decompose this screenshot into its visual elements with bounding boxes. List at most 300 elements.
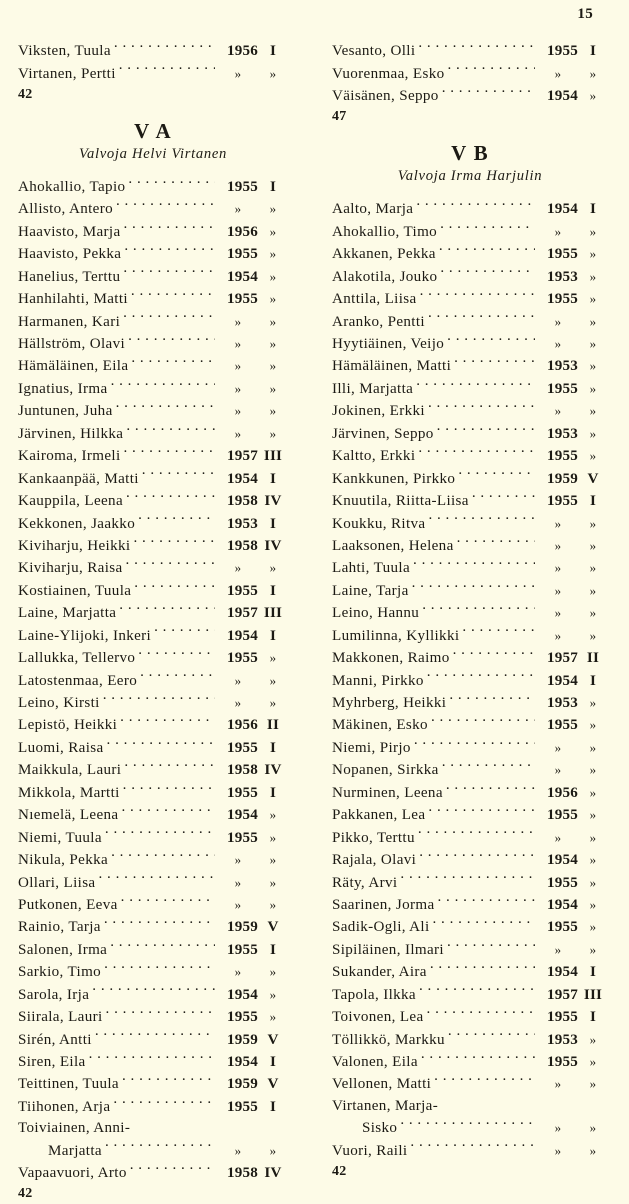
- entry-year: 1955: [227, 650, 258, 667]
- entry-name: Nıemelä, Leena: [18, 807, 119, 824]
- entry-year: 1955: [547, 874, 578, 891]
- entry-name: Ollari, Liisa: [18, 874, 96, 891]
- entry-class: »: [589, 784, 597, 800]
- dot-leader: [416, 378, 535, 393]
- entry-name: Vuorenmaa, Esko: [332, 65, 445, 82]
- entry-year: 1959: [227, 919, 258, 936]
- dot-leader: [111, 849, 215, 864]
- entry-name: Makkonen, Raimo: [332, 650, 450, 667]
- entry-class: I: [589, 1009, 597, 1026]
- entry-name: Sukander, Aira: [332, 964, 427, 981]
- list-item: [18, 804, 288, 826]
- list-item: [332, 984, 608, 1006]
- list-item: [332, 288, 608, 310]
- list-item: [18, 288, 288, 310]
- entry-name: Lepistö, Heikki: [18, 717, 118, 734]
- entry-class: »: [589, 1076, 597, 1092]
- dot-leader: [133, 535, 215, 550]
- left-class-heading: V A: [134, 118, 172, 143]
- dot-leader: [414, 737, 535, 752]
- list-item: [18, 512, 288, 534]
- entry-class: V: [267, 1031, 279, 1048]
- entry-class: »: [269, 268, 277, 284]
- dot-leader: [419, 849, 535, 864]
- dot-leader: [107, 737, 215, 752]
- entry-year: 1959: [227, 1031, 258, 1048]
- list-item: [18, 670, 288, 692]
- entry-year: »: [234, 201, 242, 217]
- entry-year: 1958: [227, 493, 258, 510]
- entry-name: Salonen, Irma: [18, 941, 108, 958]
- entry-year: »: [554, 65, 562, 81]
- entry-class: I: [589, 43, 597, 60]
- entry-year: »: [234, 964, 242, 980]
- left-class-supervisor: Valvoja Helvi Virtanen: [78, 145, 228, 162]
- entry-class: »: [589, 560, 597, 576]
- entry-class: »: [269, 313, 277, 329]
- entry-year: »: [554, 762, 562, 778]
- entry-class: II: [266, 717, 280, 734]
- entry-name: Latostenmaa, Eero: [18, 672, 138, 689]
- entry-class: »: [269, 852, 277, 868]
- entry-class: »: [589, 627, 597, 643]
- list-item: [18, 849, 288, 871]
- entry-name: Sirén, Antti: [18, 1031, 92, 1048]
- list-item: [332, 692, 608, 714]
- dot-leader: [400, 1117, 535, 1132]
- entry-class: »: [589, 1142, 597, 1158]
- list-item: [332, 714, 608, 736]
- dot-leader: [121, 894, 215, 909]
- entry-name-continued: Marjatta: [48, 1142, 102, 1159]
- dot-leader: [400, 871, 535, 886]
- entry-name: Toivonen, Lea: [332, 1009, 424, 1026]
- dot-leader: [114, 40, 215, 55]
- entry-year: 1954: [547, 852, 578, 869]
- entry-year: »: [234, 560, 242, 576]
- two-column-layout: [0, 40, 629, 1204]
- entry-name: Laine-Ylijoki, Inkeri: [18, 627, 152, 644]
- entry-class: »: [589, 403, 597, 419]
- entry-year: 1954: [547, 964, 578, 981]
- entry-name: Aranko, Pentti: [332, 313, 425, 330]
- list-item-continuation: [332, 1117, 608, 1139]
- list-item: [18, 1006, 288, 1028]
- entry-year: »: [234, 672, 242, 688]
- list-item: [18, 311, 288, 333]
- dot-leader: [472, 490, 535, 505]
- entry-year: 1955: [547, 493, 578, 510]
- dot-leader: [103, 692, 215, 707]
- list-item: [18, 602, 288, 624]
- list-item: [18, 355, 288, 377]
- list-item: [18, 1118, 288, 1139]
- dot-leader: [428, 804, 535, 819]
- entry-class: »: [589, 87, 597, 103]
- entry-class: IV: [264, 493, 282, 510]
- dot-leader: [138, 647, 215, 662]
- list-item: [18, 221, 288, 243]
- list-item: [332, 243, 608, 265]
- entry-class: II: [586, 650, 600, 667]
- entry-year: 1958: [227, 762, 258, 779]
- entry-year: »: [554, 582, 562, 598]
- dot-leader: [447, 62, 535, 77]
- entry-class: IV: [264, 762, 282, 779]
- dot-leader: [439, 243, 535, 258]
- entry-name: Töllikkö, Markku: [332, 1031, 445, 1048]
- entry-class: I: [589, 493, 597, 510]
- list-item: [332, 311, 608, 333]
- entry-year: 1954: [227, 627, 258, 644]
- entry-class: »: [589, 65, 597, 81]
- entry-name: Väisänen, Seppo: [332, 87, 439, 104]
- list-item: [332, 804, 608, 826]
- entry-year: 1955: [547, 246, 578, 263]
- entry-class: I: [269, 43, 277, 60]
- entry-year: »: [554, 313, 562, 329]
- entry-name: Vapaavuori, Arto: [18, 1165, 127, 1182]
- list-item: [332, 221, 608, 243]
- entry-name: Sadik-Ogli, Ali: [332, 919, 430, 936]
- dot-leader: [418, 40, 535, 55]
- entry-name: Hämäläinen, Eila: [18, 358, 129, 375]
- entry-name: Nikula, Pekka: [18, 852, 109, 869]
- dot-leader: [453, 647, 535, 662]
- entry-year: »: [554, 537, 562, 553]
- entry-name: Alakotila, Jouko: [332, 268, 438, 285]
- entry-year: 1954: [227, 986, 258, 1003]
- entry-class: »: [589, 762, 597, 778]
- list-item: [332, 535, 608, 557]
- entry-class: I: [269, 515, 277, 532]
- entry-class: »: [589, 739, 597, 755]
- dot-leader: [106, 1006, 215, 1021]
- entry-class: »: [589, 380, 597, 396]
- entry-year: »: [554, 1142, 562, 1158]
- entry-class: I: [269, 627, 277, 644]
- list-item: [18, 580, 288, 602]
- list-item: [332, 894, 608, 916]
- entry-class: III: [263, 448, 283, 465]
- right-total: 42: [332, 1164, 347, 1180]
- entry-name: Kostiainen, Tuula: [18, 582, 132, 599]
- entry-name: Tiihonen, Arja: [18, 1098, 111, 1115]
- entry-name: Tapola, Ilkka: [332, 986, 416, 1003]
- entry-name-continued: Sisko: [362, 1120, 398, 1137]
- dot-leader: [119, 62, 215, 77]
- list-item: [18, 1051, 288, 1073]
- list-item: [18, 714, 288, 736]
- list-item: [332, 266, 608, 288]
- entry-name: Akkanen, Pekka: [332, 246, 436, 263]
- entry-year: 1955: [547, 1054, 578, 1071]
- dot-leader: [449, 692, 535, 707]
- entry-year: 1953: [547, 695, 578, 712]
- entry-name: Sarola, Irja: [18, 986, 90, 1003]
- dot-leader: [119, 602, 215, 617]
- entry-class: »: [589, 313, 597, 329]
- list-item: [18, 1162, 288, 1184]
- entry-year: 1955: [547, 807, 578, 824]
- entry-name: Vuori, Raili: [332, 1142, 408, 1159]
- entry-class: I: [269, 582, 277, 599]
- entry-year: 1956: [547, 784, 578, 801]
- entry-year: 1956: [227, 43, 258, 60]
- list-item: [332, 62, 608, 84]
- dot-leader: [126, 490, 215, 505]
- entry-class: »: [269, 425, 277, 441]
- list-item: [332, 198, 608, 220]
- entry-class: I: [589, 672, 597, 689]
- entry-year: 1953: [547, 268, 578, 285]
- dot-leader: [454, 355, 535, 370]
- entry-name: Hyytiäinen, Veijo: [332, 336, 445, 353]
- entry-class: III: [263, 605, 283, 622]
- entry-year: »: [234, 425, 242, 441]
- entry-name: Jokinen, Erkki: [332, 403, 425, 420]
- entry-class: »: [589, 807, 597, 823]
- entry-year: 1955: [227, 1009, 258, 1026]
- list-item: [18, 759, 288, 781]
- entry-class: V: [267, 1076, 279, 1093]
- dot-leader: [428, 311, 535, 326]
- entry-name: Laine, Marjatta: [18, 605, 117, 622]
- entry-class: »: [269, 672, 277, 688]
- entry-name: Valonen, Eila: [332, 1054, 418, 1071]
- entry-name: Kankaanpää, Matti: [18, 470, 139, 487]
- entry-name: Juntunen, Juha: [18, 403, 113, 420]
- dot-leader: [413, 557, 535, 572]
- entry-year: »: [234, 358, 242, 374]
- entry-name: Siren, Eila: [18, 1054, 86, 1071]
- list-item: [18, 266, 288, 288]
- entry-class: »: [589, 358, 597, 374]
- list-item: [332, 400, 608, 422]
- list-item: [18, 333, 288, 355]
- entry-name: Pikko, Terttu: [332, 829, 415, 846]
- entry-year: »: [234, 896, 242, 912]
- entry-year: 1955: [547, 717, 578, 734]
- entry-year: 1955: [227, 941, 258, 958]
- entry-year: »: [554, 515, 562, 531]
- dot-leader: [105, 827, 215, 842]
- dot-leader: [427, 670, 535, 685]
- list-item: [332, 670, 608, 692]
- list-item: [18, 490, 288, 512]
- right-class-heading: V B: [451, 141, 489, 166]
- entry-year: 1955: [227, 1098, 258, 1115]
- entry-class: »: [589, 582, 597, 598]
- dot-leader: [440, 266, 535, 281]
- entry-name: Sarkio, Timo: [18, 964, 102, 981]
- entry-class: »: [589, 1054, 597, 1070]
- entry-year: 1957: [547, 986, 578, 1003]
- dot-leader: [447, 939, 535, 954]
- entry-year: 1954: [227, 268, 258, 285]
- dot-leader: [410, 1140, 535, 1155]
- dot-leader: [418, 827, 535, 842]
- entry-name: Järvinen, Seppo: [332, 425, 434, 442]
- entry-class: »: [269, 358, 277, 374]
- entry-year: 1955: [227, 246, 258, 263]
- entry-class: »: [589, 223, 597, 239]
- entry-name: Myhrberg, Heikki: [332, 695, 447, 712]
- entry-name: Rajala, Olavi: [332, 852, 417, 869]
- dot-leader: [123, 782, 215, 797]
- entry-name: Virtanen, Pertti: [18, 65, 116, 82]
- entry-class: I: [589, 201, 597, 218]
- entry-year: »: [234, 695, 242, 711]
- dot-leader: [130, 1162, 215, 1177]
- dot-leader: [124, 759, 215, 774]
- dot-leader: [134, 580, 215, 595]
- list-item: [18, 62, 288, 84]
- dot-leader: [126, 423, 215, 438]
- entry-year: 1954: [227, 1054, 258, 1071]
- entry-class: I: [589, 964, 597, 981]
- entry-year: 1955: [547, 448, 578, 465]
- right-continued-entries: [332, 40, 608, 107]
- entry-year: »: [554, 941, 562, 957]
- dot-leader: [427, 1006, 535, 1021]
- right-class-supervisor: Valvoja Irma Harjulin: [397, 168, 543, 185]
- dot-leader: [442, 85, 535, 100]
- entry-name: Ignatius, Irma: [18, 380, 108, 397]
- entry-name: Hällström, Olavi: [18, 336, 126, 353]
- entry-name: Putkonen, Eeva: [18, 896, 118, 913]
- entry-name: Rainio, Tarja: [18, 919, 101, 936]
- list-item: [332, 602, 608, 624]
- entry-name: Kankkunen, Pirkko: [332, 470, 456, 487]
- entry-name: Kairoma, Irmeli: [18, 448, 121, 465]
- dot-leader: [440, 221, 535, 236]
- entry-name: Nopanen, Sirkka: [332, 762, 439, 779]
- dot-leader: [430, 961, 535, 976]
- dot-leader: [122, 1073, 215, 1088]
- dot-leader: [126, 557, 215, 572]
- dot-leader: [428, 400, 535, 415]
- list-item: [332, 871, 608, 893]
- page-number: 15: [577, 6, 593, 22]
- entry-class: »: [269, 650, 277, 666]
- list-item: [18, 871, 288, 893]
- dot-leader: [104, 916, 215, 931]
- list-item: [18, 737, 288, 759]
- entry-class: »: [269, 65, 277, 81]
- entry-year: »: [554, 336, 562, 352]
- entry-class: V: [267, 919, 279, 936]
- list-item: [332, 827, 608, 849]
- entry-year: 1955: [227, 178, 258, 195]
- entry-year: 1955: [227, 784, 258, 801]
- dot-leader: [124, 221, 216, 236]
- entry-name: Kaltto, Erkki: [332, 448, 416, 465]
- list-item: [332, 378, 608, 400]
- dot-leader: [116, 400, 215, 415]
- list-item: [18, 984, 288, 1006]
- entry-name: Siirala, Lauri: [18, 1009, 103, 1026]
- dot-leader: [138, 512, 215, 527]
- entry-class: »: [589, 515, 597, 531]
- list-item: [18, 916, 288, 938]
- entry-name: Saarinen, Jorma: [332, 896, 435, 913]
- entry-class: »: [269, 246, 277, 262]
- entry-class: I: [269, 1054, 277, 1071]
- entry-class: »: [589, 941, 597, 957]
- entry-year: 1954: [547, 672, 578, 689]
- list-item: [18, 198, 288, 220]
- list-item: [332, 445, 608, 467]
- entry-class: »: [589, 605, 597, 621]
- entry-name: Ahokallio, Tapio: [18, 178, 126, 195]
- entry-class: »: [589, 896, 597, 912]
- dot-leader: [457, 535, 535, 550]
- entry-class: »: [589, 829, 597, 845]
- entry-class: »: [269, 1142, 277, 1158]
- entry-name: Leino, Hannu: [332, 605, 420, 622]
- dot-leader: [104, 961, 215, 976]
- dot-leader: [111, 378, 215, 393]
- right-entry-list: [332, 198, 608, 1096]
- entry-class: »: [269, 1009, 277, 1025]
- list-item: [332, 85, 608, 107]
- entry-year: 1959: [227, 1076, 258, 1093]
- entry-year: »: [234, 874, 242, 890]
- dot-leader: [124, 243, 215, 258]
- entry-class: »: [589, 246, 597, 262]
- entry-year: »: [234, 852, 242, 868]
- entry-year: »: [234, 65, 242, 81]
- entry-year: »: [554, 1076, 562, 1092]
- entry-class: »: [589, 425, 597, 441]
- dot-leader: [128, 333, 215, 348]
- entry-name: Mikkola, Martti: [18, 784, 120, 801]
- list-item: [18, 782, 288, 804]
- list-item-continuation: [18, 1140, 288, 1162]
- list-item: [332, 625, 608, 647]
- entry-class: I: [269, 739, 277, 756]
- list-item: [18, 400, 288, 422]
- entry-class: »: [269, 336, 277, 352]
- entry-year: 1955: [547, 380, 578, 397]
- entry-class: »: [589, 919, 597, 935]
- entry-year: 1955: [227, 582, 258, 599]
- list-item: [18, 176, 288, 198]
- entry-year: 1957: [547, 650, 578, 667]
- entry-class: »: [589, 268, 597, 284]
- entry-year: 1957: [227, 448, 258, 465]
- entry-year: 1955: [227, 739, 258, 756]
- entry-name: Knuutila, Riitta-Liisa: [332, 493, 469, 510]
- left-entry-list: [18, 176, 288, 1118]
- entry-name: Haavisto, Marja: [18, 223, 121, 240]
- list-item: [332, 1051, 608, 1073]
- list-item: [18, 557, 288, 579]
- dot-leader: [142, 468, 215, 483]
- list-item: [18, 243, 288, 265]
- entry-year: »: [554, 403, 562, 419]
- list-item: [332, 961, 608, 983]
- entry-class: »: [269, 807, 277, 823]
- entry-name: Laine, Tarja: [332, 582, 409, 599]
- list-item: [332, 512, 608, 534]
- list-item: [332, 1029, 608, 1051]
- entry-year: 1956: [227, 717, 258, 734]
- entry-class: »: [269, 964, 277, 980]
- dot-leader: [438, 894, 536, 909]
- dot-leader: [458, 468, 535, 483]
